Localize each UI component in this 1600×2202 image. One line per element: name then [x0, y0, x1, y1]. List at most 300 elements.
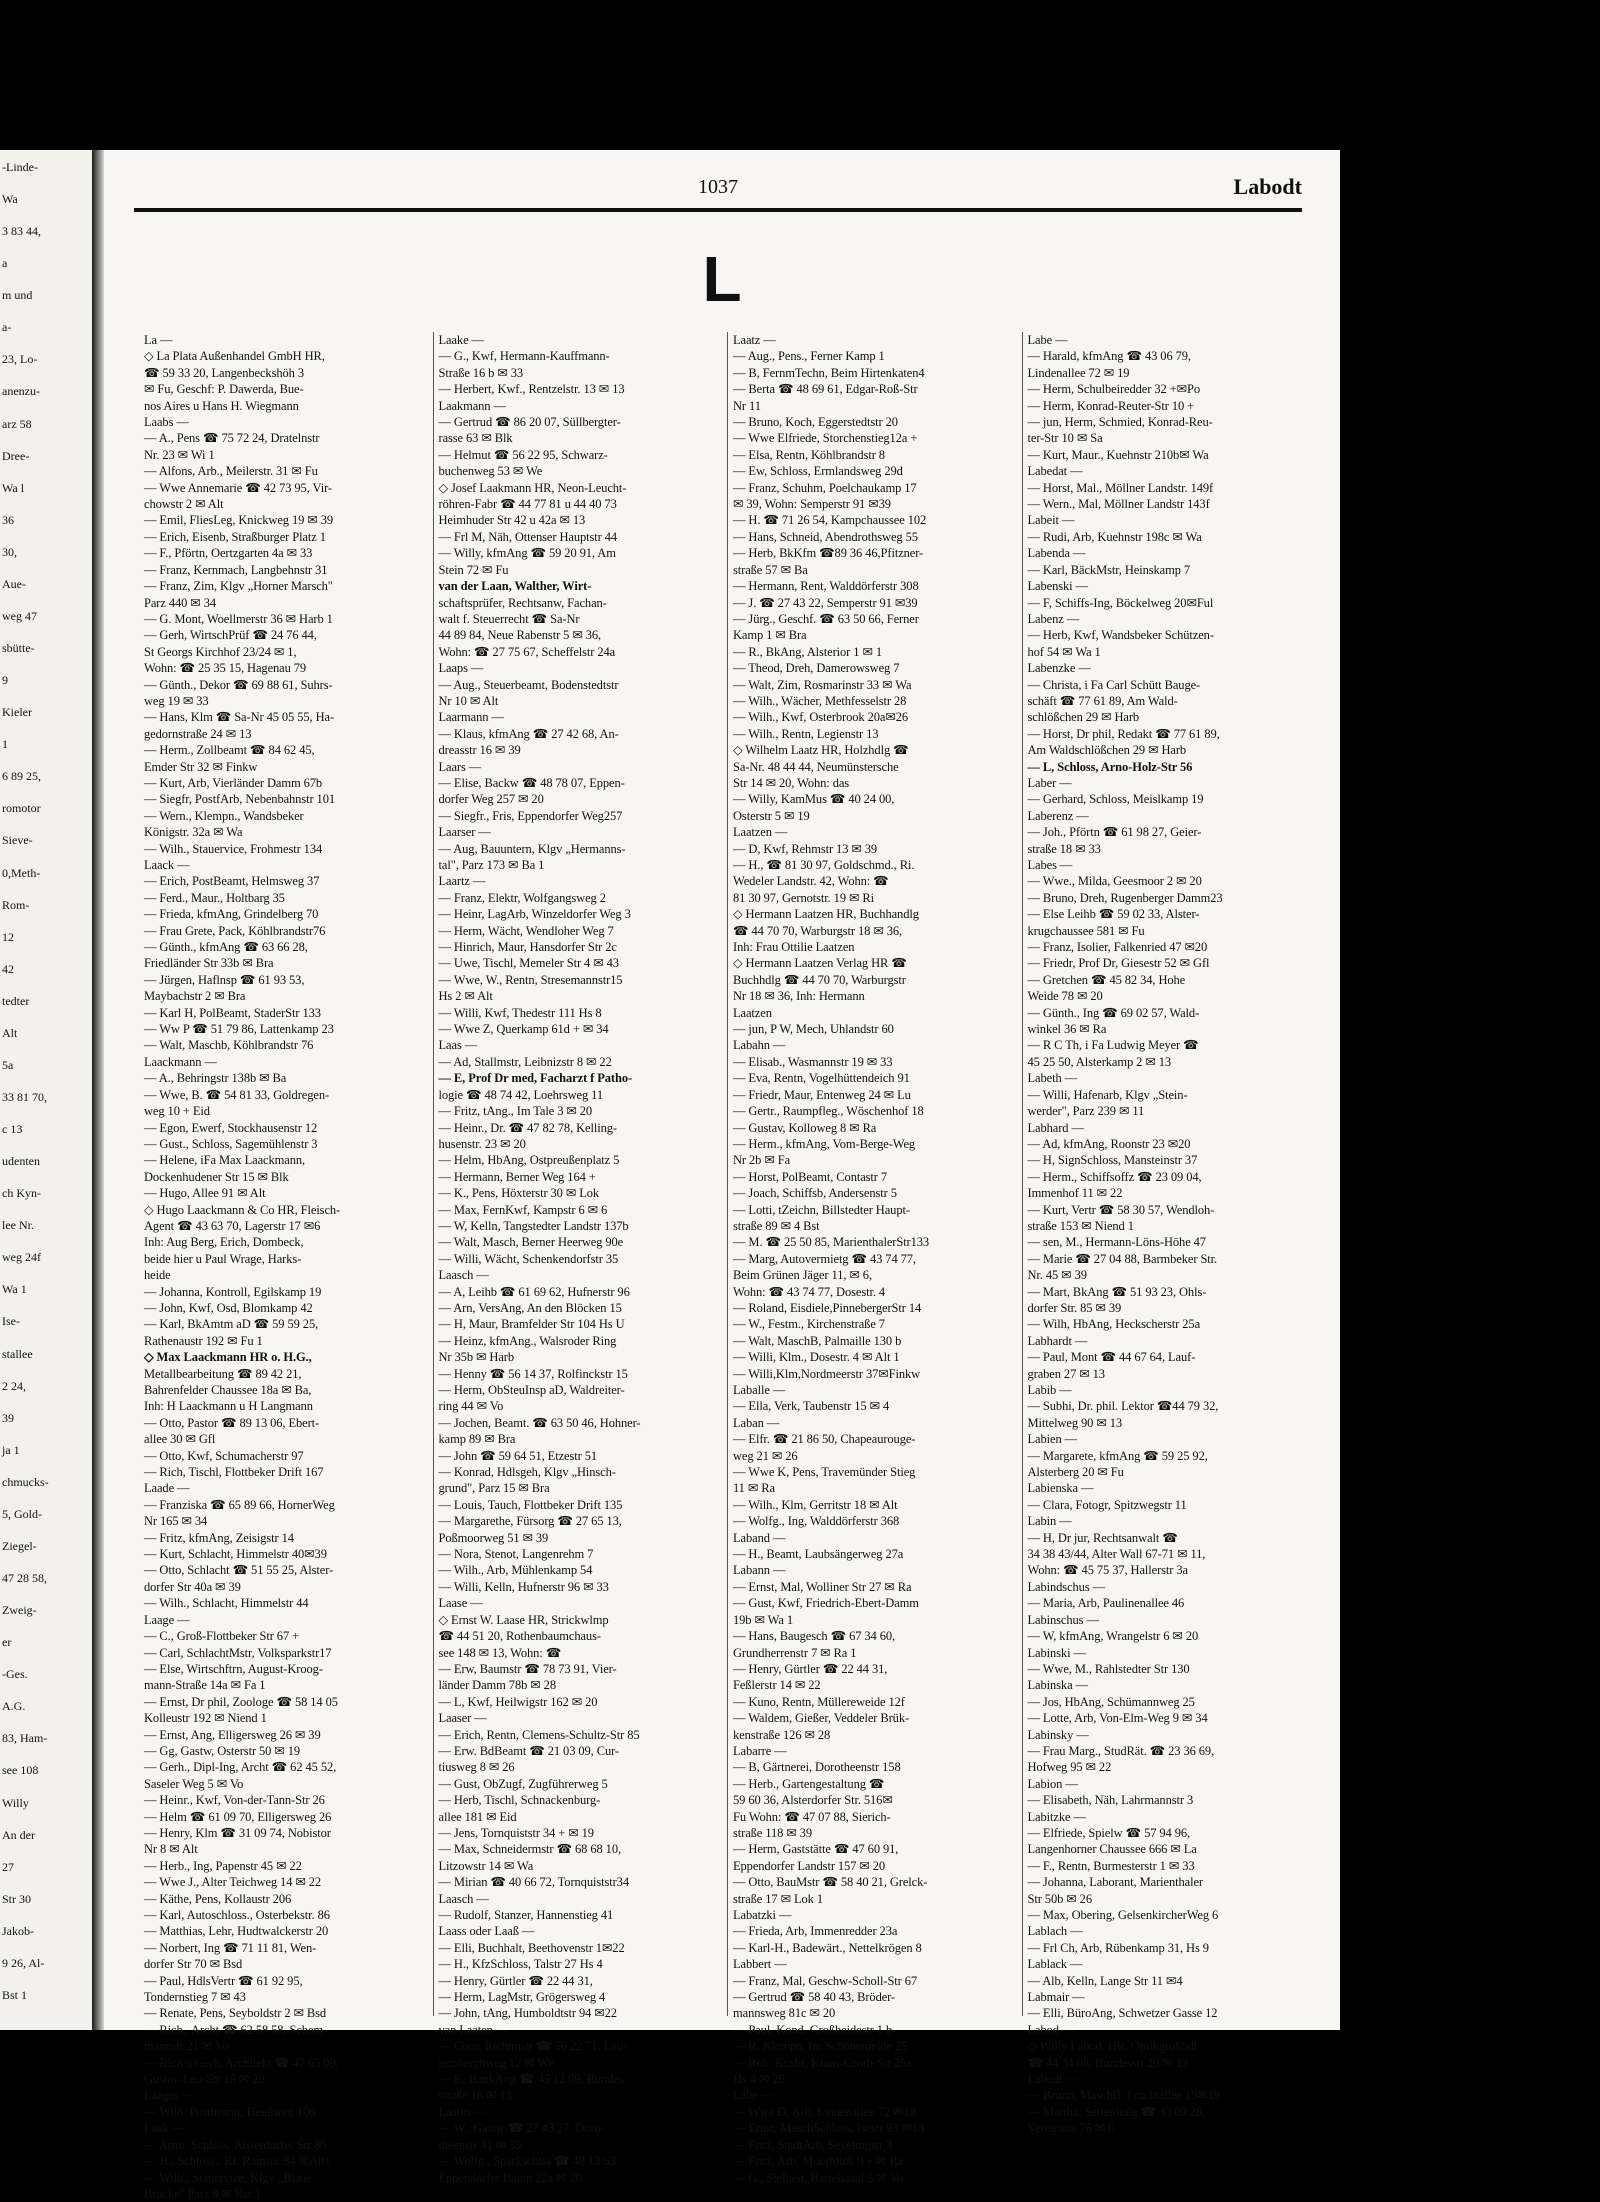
directory-entry: straße 153 ✉ Niend 1	[1027, 1218, 1134, 1233]
directory-entry: Labinschus —	[1027, 1612, 1099, 1627]
directory-entry: Str 14 ✉ 20, Wohn: das	[733, 775, 850, 790]
directory-entry: weg 21 ✉ 26	[733, 1448, 798, 1463]
directory-entry: — Uwe, Tischl, Memeler Str 4 ✉ 43	[438, 956, 619, 971]
directory-entry: Wohn: ☎ 45 75 37, Hallerstr 3a	[1027, 1563, 1188, 1578]
directory-entry: kamp 89 ✉ Bra	[438, 1432, 516, 1447]
left-page-text-fragment: Wa l	[2, 481, 25, 495]
directory-entry: Dockenhudener Str 15 ✉ Blk	[144, 1169, 289, 1184]
directory-entry: — Frau Marg., StudRät. ☎ 23 36 69,	[1027, 1743, 1215, 1758]
directory-entry: remberghweg 12 ✉ We	[438, 2055, 554, 2070]
directory-entry: — Henry, Gürtler ☎ 22 44 31,	[438, 1973, 593, 1988]
directory-entry: — A., Pens ☎ 75 72 24, Dratelnstr	[144, 431, 320, 446]
directory-entry: — Karl, Autoschloss., Osterbekstr. 86	[144, 1908, 330, 1922]
directory-entry: Beim Grünen Jäger 11, ✉ 6,	[733, 1268, 872, 1283]
left-page-text-fragment: Alt	[2, 1026, 18, 1040]
left-page-text-fragment: m und	[2, 288, 33, 302]
left-page-text-fragment: ja 1	[2, 1443, 20, 1457]
directory-entry: Laarmann —	[438, 710, 504, 725]
left-page-text-fragment: -Linde-	[2, 160, 38, 174]
directory-entry: — Herm., kfmAng, Vom-Berge-Weg	[733, 1136, 916, 1151]
directory-entry: — Franz, Kernmach, Langbehnstr 31	[144, 562, 328, 577]
directory-entry: Labinski —	[1027, 1645, 1086, 1660]
left-page-text-fragment: 27	[2, 1860, 14, 1874]
directory-entry: — Wwe K, Pens, Travemünder Stieg	[733, 1465, 916, 1480]
left-page-text-fragment: Bst 1	[2, 1988, 28, 2002]
directory-entry: — Herb., Ing, Papenstr 45 ✉ 22	[144, 1858, 302, 1873]
directory-entry: buchenweg 53 ✉ We	[438, 464, 543, 479]
section-letter: L	[702, 243, 742, 315]
directory-entry: — Max, Obering, GelsenkircherWeg 6	[1027, 1908, 1219, 1922]
directory-entry: straße 89 ✉ 4 Bst	[733, 1218, 820, 1233]
directory-entry: — H, Dr jur, Rechtsanwalt ☎	[1027, 1530, 1178, 1545]
directory-entry: dorfer Weg 257 ✉ 20	[438, 792, 544, 807]
directory-entry: — Kuno, Rentn, Müllereweide 12f	[733, 1694, 905, 1709]
directory-entry: — Günth., kfmAng ☎ 63 66 28,	[144, 940, 308, 955]
directory-entry: — Gertrud ☎ 86 20 07, Süllbergter-	[438, 415, 621, 430]
directory-entry: — Ella, Verk, Taubenstr 15 ✉ 4	[733, 1399, 890, 1414]
directory-entry: Parz 440 ✉ 34	[144, 595, 217, 610]
directory-entry: Hs 2 ✉ Alt	[438, 989, 493, 1004]
directory-entry: — Kurt, Schlacht, Himmelstr 40✉39	[144, 1547, 327, 1562]
directory-entry: Gustav-Leo-Str 15 ✉ 20	[144, 2072, 265, 2087]
directory-entry: Eppendorfer Baum 22a ✉ 20	[438, 2170, 582, 2185]
directory-entry: — Else, Wirtschftrn, August-Kroog-	[144, 1661, 323, 1676]
directory-entry: — Bruno, Koch, Eggerstedtstr 20	[733, 415, 898, 430]
directory-entry: — F., Rentn, Burmesterstr 1 ✉ 33	[1027, 1858, 1195, 1873]
directory-entry: — Gust, Kwf, Friedrich-Ebert-Damm	[733, 1596, 919, 1611]
directory-entry: Labin —	[1027, 1514, 1072, 1529]
left-page-text-fragment: 30,	[2, 545, 17, 559]
directory-entry: — Margarethe, Fürsorg ☎ 27 65 13,	[438, 1514, 622, 1529]
directory-entry: — Heinr., Dr. ☎ 47 82 78, Kelling-	[438, 1120, 617, 1135]
directory-entry: — Horst, Mal., Möllner Landstr. 149f	[1027, 480, 1214, 495]
directory-entry: — Ew, Schloss, Ermlandsweg 29d	[733, 464, 903, 479]
directory-entry: Königstr. 32a ✉ Wa	[144, 825, 243, 840]
directory-entry: — Franz, Elektr, Wolfgangsweg 2	[438, 890, 606, 905]
directory-entry: — Wolfg., Sparkschlss ☎ 48 13 63	[438, 2154, 616, 2169]
directory-entry: grund", Parz 15 ✉ Bra	[438, 1481, 550, 1496]
directory-entry: — Wilh. Postbeamt, Heußweg 106	[144, 2104, 316, 2119]
directory-entry: — Helene, iFa Max Laackmann,	[144, 1153, 306, 1168]
directory-entry: — Herm, Gaststätte ☎ 47 60 91,	[733, 1842, 899, 1857]
directory-entry: — Klaus, kfmAng ☎ 27 42 68, An-	[438, 726, 619, 741]
left-page-text-fragment: stallee	[2, 1347, 33, 1361]
left-page-text-fragment: see 108	[2, 1763, 39, 1777]
directory-entry: — Walt, MaschB, Palmaille 130 b	[733, 1333, 902, 1348]
directory-entry: — Günth., Ing ☎ 69 02 57, Wald-	[1027, 1005, 1200, 1020]
directory-entry: — Frl M, Näh, Ottenser Hauptstr 44	[438, 529, 618, 544]
directory-entry: Heimhuder Str 42 u 42a ✉ 13	[438, 513, 586, 528]
directory-entry: hof 54 ✉ Wa 1	[1027, 644, 1101, 659]
directory-entry: Friedländer Str 33b ✉ Bra	[144, 956, 274, 971]
directory-entry: — Christa, i Fa Carl Schütt Bauge-	[1027, 677, 1201, 692]
directory-entry: — Joach, Schiffsb, Andersenstr 5	[733, 1186, 897, 1201]
directory-entry: — Herb, Kwf, Wandsbeker Schützen-	[1027, 628, 1214, 643]
left-page-text-fragment: 12	[2, 930, 14, 944]
directory-entry: — Otto, Pastor ☎ 89 13 06, Ebert-	[144, 1415, 320, 1430]
directory-entry: Hofweg 95 ✉ 22	[1027, 1760, 1112, 1775]
left-page-text-fragment: Dree-	[2, 449, 30, 463]
directory-entry: Buchhdlg ☎ 44 70 70, Warburgstr	[733, 972, 906, 987]
directory-columns	[144, 332, 1310, 2201]
directory-entry: Laatzen	[733, 1005, 772, 1020]
directory-entry: Maybachstr 2 ✉ Bra	[144, 989, 246, 1004]
directory-entry: — Wwe, W., Rentn, Stresemannstr15	[438, 972, 623, 987]
directory-entry: — Ernst, Ang, Elligersweg 26 ✉ 39	[144, 1727, 321, 1742]
directory-entry: 44 89 84, Neue Rabenstr 5 ✉ 36,	[438, 628, 602, 643]
directory-entry: — R, Klempn, Im Schönenfelde 25	[733, 2039, 908, 2054]
directory-entry: ✉ Fu, Geschf: P. Dawerda, Bue-	[144, 382, 304, 397]
directory-entry: Am Waldschlößchen 29 ✉ Harb	[1027, 743, 1187, 758]
directory-entry: Rathenaustr 192 ✉ Fu 1	[144, 1333, 263, 1348]
directory-entry: — F., BankAng ☎ 45 12 09, Bundes-	[438, 2072, 628, 2087]
directory-entry: — Willi, Kwf, Thedestr 111 Hs 8	[438, 1005, 602, 1020]
directory-entry: Agent ☎ 43 63 70, Lagerstr 17 ✉6	[144, 1218, 321, 1233]
left-page-text-fragment: romotor	[2, 801, 41, 815]
directory-entry: — Artur, Schloss, Alsterdorfer Str 80	[144, 2137, 327, 2152]
directory-entry: Nr 165 ✉ 34	[144, 1514, 208, 1529]
left-page-text-fragment: 9	[2, 673, 8, 687]
directory-entry: schaftsprüfer, Rechtsanw, Fachan-	[438, 595, 607, 610]
directory-entry: — Herm, LagMstr, Grögersweg 4	[438, 1990, 606, 2005]
left-page-text-fragment: a-	[2, 320, 12, 334]
directory-entry: — H., Beamt, Laubsängerweg 27a	[733, 1547, 904, 1562]
directory-entry: Metallbearbeitung ☎ 89 42 21,	[144, 1366, 302, 1381]
directory-entry: — F, Schiffs-Ing, Böckelweg 20✉Ful	[1027, 595, 1214, 610]
directory-entry: — H, SignSchloss, Mansteinstr 37	[1027, 1153, 1198, 1168]
directory-entry: Sa-Nr. 48 44 44, Neumünstersche	[733, 759, 899, 774]
directory-column-4	[1022, 332, 1311, 2136]
directory-entry: — Bruno, Dreh, Rugenberger Damm23	[1027, 890, 1223, 905]
directory-entry: Wedeler Landstr. 42, Wohn: ☎	[733, 874, 889, 889]
directory-entry: — A., Behringstr 138b ✉ Ba	[144, 1071, 287, 1086]
left-page-text-fragment: weg 47	[2, 609, 37, 623]
directory-entry: — Jürg., Geschf. ☎ 63 50 66, Ferner	[733, 611, 919, 626]
directory-column-3	[727, 332, 1016, 2185]
directory-entry: — Herb, Tischl, Schnackenburg-	[438, 1793, 601, 1808]
directory-entry: — J. ☎ 27 43 22, Semperstr 91 ✉39	[733, 595, 918, 610]
directory-entry: 45 25 50, Alsterkamp 2 ✉ 13	[1027, 1054, 1172, 1069]
directory-entry: Labatzki —	[733, 1908, 792, 1922]
directory-entry: Kamp 1 ✉ Bra	[733, 628, 807, 643]
directory-entry: — Karl, BäckMstr, Heinskamp 7	[1027, 562, 1191, 577]
left-page-text-fragment: er	[2, 1635, 12, 1649]
directory-entry: — Hermann, Rent, Walddörferstr 308	[733, 579, 919, 594]
left-page-text-fragment: 83, Ham-	[2, 1731, 48, 1745]
directory-entry: Laars —	[438, 759, 482, 774]
directory-entry: — Johanna, Laborant, Marienthaler	[1027, 1875, 1203, 1890]
directory-entry: Eppendorfer Landstr 157 ✉ 20	[733, 1858, 886, 1873]
left-page-text-fragment: sbütte-	[2, 641, 35, 655]
directory-entry: — Bruno, MaschB, Fruchtallee 19✉19	[1027, 2088, 1220, 2103]
directory-entry: — W., Festm., Kirchenstraße 7	[733, 1317, 885, 1332]
directory-entry: 19b ✉ Wa 1	[733, 1612, 793, 1627]
directory-entry: — Louis, Tauch, Flottbeker Drift 135	[438, 1497, 623, 1512]
directory-entry: — Franz, Zim, Klgv „Horner Marsch"	[144, 579, 333, 594]
directory-entry: chowstr 2 ✉ Alt	[144, 497, 224, 512]
directory-entry: schäft ☎ 77 61 89, Am Wald-	[1027, 693, 1178, 708]
directory-entry: — Frieda, Arb, Immenredder 23a	[733, 1924, 898, 1939]
directory-entry: — Wwe J., Alter Teichweg 14 ✉ 22	[144, 1875, 322, 1890]
directory-entry: — Gertrud ☎ 58 40 43, Bröder-	[733, 1990, 896, 2005]
directory-entry: — Frl Ch, Arb, Rübenkamp 31, Hs 9	[1027, 1940, 1209, 1955]
directory-entry: — Horst, PolBeamt, Contastr 7	[733, 1169, 888, 1184]
directory-entry: Labodt —	[1027, 2072, 1078, 2087]
directory-entry: — Kurt, Arb, Vierländer Damm 67b	[144, 775, 323, 790]
left-page-text-fragment: tedter	[2, 994, 30, 1008]
directory-entry: Labenzke —	[1027, 661, 1091, 676]
directory-entry: Grundherrenstr 7 ✉ Ra 1	[733, 1645, 857, 1660]
directory-entry: — H., Schloss., Kl. Rainstr. 34 ✉Alt1	[144, 2154, 331, 2169]
directory-entry: Nr. 23 ✉ Wi 1	[144, 447, 215, 462]
directory-entry: Laase —	[438, 1596, 483, 1611]
left-page-text-fragment: weg 24f	[2, 1250, 41, 1264]
directory-entry: graben 27 ✉ 13	[1027, 1366, 1105, 1381]
directory-entry: — Kurt, Maur., Kuehnstr 210b✉ Wa	[1027, 447, 1209, 462]
directory-entry: ☎ 59 33 20, Langenbeckshöh 3	[144, 365, 304, 380]
left-page-text-fragment: 42	[2, 962, 14, 976]
directory-entry: Laackmann —	[144, 1054, 217, 1069]
directory-entry: — Hugo, Allee 91 ✉ Alt	[144, 1186, 266, 1201]
directory-entry: — M. ☎ 25 50 85, MarienthalerStr133	[733, 1235, 930, 1250]
directory-entry: 34 38 43/44, Alter Wall 67-71 ✉ 11,	[1027, 1547, 1206, 1562]
directory-entry: — Willi, Klm., Dosestr. 4 ✉ Alt 1	[733, 1350, 900, 1365]
left-page-text-fragment: ch Kyn-	[2, 1186, 41, 1200]
directory-entry: — Rob, Kraftf, Klaus-Groth-Str 25a	[733, 2055, 912, 2070]
left-page-text-fragment: 2 24,	[2, 1379, 26, 1393]
directory-entry: allee 30 ✉ Gfl	[144, 1432, 216, 1447]
directory-entry: — Carl, SchlachtMstr, Volksparkstr17	[144, 1645, 332, 1660]
directory-entry: Litzowstr 14 ✉ Wa	[438, 1858, 534, 1873]
directory-entry: — Arn, VersAng, An den Blöcken 15	[438, 1300, 622, 1315]
directory-entry: Labeth —	[1027, 1071, 1078, 1086]
book-gutter	[92, 150, 104, 2030]
directory-entry: ☎ 44 70 70, Warburgstr 18 ✉ 36,	[733, 923, 903, 938]
left-page-text-fragment: -Ges.	[2, 1667, 28, 1681]
directory-entry: — Roland, Eisdiele,PinnebergerStr 14	[733, 1300, 922, 1315]
directory-entry: ring 44 ✉ Vo	[438, 1399, 504, 1414]
left-page-text-fragment: Kieler	[2, 705, 32, 719]
directory-entry: mannsweg 81c ✉ 20	[733, 2006, 836, 2021]
directory-entry: — Helm, HbAng, Ostpreußenplatz 5	[438, 1153, 620, 1168]
directory-entry: — Erw, Baumstr ☎ 78 73 91, Vier-	[438, 1661, 617, 1676]
left-page-fragment	[0, 150, 94, 2030]
directory-entry: Laaths —	[438, 2104, 487, 2119]
directory-entry: Labenda —	[1027, 546, 1086, 561]
directory-entry: — Norbert, Ing ☎ 71 11 81, Wen-	[144, 1940, 317, 1955]
directory-entry: Laack —	[144, 858, 190, 872]
directory-entry: — Rich u Gerh, Architekt ☎ 47 65 09,	[144, 2055, 339, 2070]
directory-entry: Labien —	[1027, 1432, 1078, 1447]
left-page-text-fragment: 5, Gold-	[2, 1507, 42, 1521]
directory-entry: — Friedr, Prof Dr, Giesestr 52 ✉ Gfl	[1027, 956, 1210, 971]
directory-entry: — G. Mont, Woellmerstr 36 ✉ Harb 1	[144, 611, 333, 626]
directory-entry: — Karl H, PolBeamt, StaderStr 133	[144, 1005, 321, 1020]
directory-entry: — Wolfg., Ing, Walddörferstr 368	[733, 1514, 900, 1529]
directory-entry: — Käthe, Pens, Kollaustr 206	[144, 1891, 292, 1906]
directory-entry: Laber —	[1027, 775, 1072, 790]
directory-entry: Feßlerstr 14 ✉ 22	[733, 1678, 821, 1693]
directory-entry: — Subhi, Dr. phil. Lektor ☎44 79 32,	[1027, 1399, 1219, 1414]
directory-entry: Nr 10 ✉ Alt	[438, 693, 499, 708]
directory-entry: — Gustav, Kolloweg 8 ✉ Ra	[733, 1120, 877, 1135]
directory-entry: — Ernst, Dr phil, Zoologe ☎ 58 14 05	[144, 1694, 338, 1709]
directory-entry: — Franz, Mal, Geschw-Scholl-Str 67	[733, 1973, 918, 1988]
directory-entry: — Jos, HbAng, Schümannweg 25	[1027, 1694, 1195, 1709]
left-page-text-fragment: chmucks-	[2, 1475, 49, 1489]
directory-entry: Lablack —	[1027, 1957, 1083, 1972]
directory-entry: — Rich., Archt ☎ 62 58 58, Schem-	[144, 2022, 328, 2037]
directory-entry: Laak —	[144, 2121, 185, 2136]
directory-entry: — Gg, Gastw, Osterstr 50 ✉ 19	[144, 1743, 301, 1758]
directory-entry: — Wern., Klempn., Wandsbeker	[144, 808, 304, 823]
directory-entry: — Jochen, Beamt. ☎ 63 50 46, Hohner-	[438, 1415, 641, 1430]
directory-entry: ◇ Josef Laakmann HR, Neon-Leucht-	[438, 480, 627, 495]
directory-entry: — Gretchen ☎ 45 82 34, Hohe	[1027, 972, 1186, 987]
directory-entry: — Marie ☎ 27 04 88, Barmbeker Str.	[1027, 1251, 1218, 1266]
left-page-text-fragment: 23, Lo-	[2, 352, 38, 366]
directory-entry: — Aug, Bauuntern, Klgv „Hermanns-	[438, 841, 626, 856]
left-page-text-fragment: anenzu-	[2, 384, 40, 398]
directory-entry: Laatzen —	[733, 825, 788, 840]
directory-entry: — Alb, Kelln, Lange Str 11 ✉4	[1027, 1973, 1183, 1988]
directory-entry: ✉ 39, Wohn: Semperstr 91 ✉39	[733, 497, 891, 512]
directory-entry: — jun, Herm, Schmied, Konrad-Reu-	[1027, 415, 1213, 430]
directory-entry: — Egon, Ewerf, Stockhausenstr 12	[144, 1120, 318, 1135]
left-page-text-fragment: Ise-	[2, 1314, 20, 1328]
directory-entry: Laasch —	[438, 1268, 489, 1283]
directory-entry: dorfer Str 70 ✉ Bsd	[144, 1957, 243, 1972]
header-rule	[134, 208, 1302, 212]
directory-entry: — Emil, FliesLeg, Knickweg 19 ✉ 39	[144, 513, 333, 528]
directory-entry: — Herm., Zollbeamt ☎ 84 62 45,	[144, 743, 315, 758]
directory-entry: — L, Schloss, Arno-Holz-Str 56	[1027, 759, 1193, 774]
directory-entry: Labenz —	[1027, 611, 1080, 626]
directory-entry: Laage —	[144, 1612, 190, 1627]
directory-entry: — Harald, kfmAng ☎ 43 06 79,	[1027, 349, 1191, 364]
directory-entry: St Georgs Kirchhof 23/24 ✉ 1,	[144, 644, 297, 659]
directory-entry: 81 30 97, Gernotstr. 19 ✉ Ri	[733, 890, 875, 905]
directory-entry: walt f. Steuerrecht ☎ Sa-Nr	[438, 611, 580, 626]
directory-entry: rasse 63 ✉ Blk	[438, 431, 513, 446]
directory-entry: nos Aires u Hans H. Wiegmann	[144, 398, 299, 413]
directory-entry: — Paul, Mont ☎ 44 67 64, Lauf-	[1027, 1350, 1196, 1365]
directory-entry: gedornstraße 24 ✉ 13	[144, 726, 252, 741]
directory-entry: Wohn: ☎ 27 75 67, Scheffelstr 24a	[438, 644, 616, 659]
running-head: Labodt	[1233, 174, 1302, 199]
directory-entry: — sen, M., Hermann-Löns-Höhe 47	[1027, 1235, 1206, 1250]
directory-entry: Vereinsstr 76 ✉ 6	[1027, 2121, 1115, 2136]
directory-column-1	[144, 332, 427, 2201]
directory-entry: Lablach —	[1027, 1924, 1083, 1939]
directory-entry: — Heinr., Kwf, Von-der-Tann-Str 26	[144, 1793, 325, 1808]
left-page-text-fragment: Rom-	[2, 898, 30, 912]
directory-entry: Wohn: ☎ 25 35 15, Hagenau 79	[144, 661, 307, 676]
directory-entry: ◇ Wilhelm Laatz HR, Holzhdlg ☎	[733, 743, 909, 758]
directory-entry: — Elise, Backw ☎ 48 78 07, Eppen-	[438, 775, 625, 790]
directory-entry: Str 50b ✉ 26	[1027, 1891, 1092, 1906]
directory-entry: — Elisabeth, Näh, Lahrmannstr 3	[1027, 1793, 1194, 1808]
directory-entry: — R C Th, i Fa Ludwig Meyer ☎	[1027, 1038, 1199, 1053]
directory-entry: — F., Pförtn, Oertzgarten 4a ✉ 33	[144, 546, 313, 561]
directory-entry: — H., ☎ 81 30 97, Goldschmd., Ri.	[733, 858, 915, 872]
directory-entry: Labenski —	[1027, 579, 1088, 594]
left-page-text-fragment: Sieve-	[2, 833, 33, 847]
directory-entry: heide	[144, 1268, 171, 1283]
directory-entry: — Herm, ObSteuInsp aD, Waldreiter-	[438, 1383, 625, 1397]
directory-entry: Weide 78 ✉ 20	[1027, 989, 1103, 1004]
directory-entry: — Joh., Pförtn ☎ 61 98 27, Geier-	[1027, 825, 1202, 840]
directory-entry: — Paul, HdlsVertr ☎ 61 92 95,	[144, 1973, 303, 1988]
directory-entry: 11 ✉ Ra	[733, 1481, 775, 1496]
directory-entry: — Elli, Buchhalt, Beethovenstr 1✉22	[438, 1940, 625, 1955]
directory-entry: — E, Prof Dr med, Facharzt f Patho-	[438, 1071, 633, 1086]
directory-entry: — K., Pens, Höxterstr 30 ✉ Lok	[438, 1186, 600, 1201]
directory-entry: dreasstr 16 ✉ 39	[438, 743, 521, 758]
directory-entry: Labedat —	[1027, 464, 1083, 479]
directory-entry: — Willy, KamMus ☎ 40 24 00,	[733, 792, 895, 807]
directory-entry: Labinsky —	[1027, 1727, 1089, 1742]
directory-entry: Labod —	[1027, 2022, 1075, 2037]
directory-entry: — Wilh., Wächer, Methfesselstr 28	[733, 693, 907, 708]
left-page-text-fragment: A.G.	[2, 1699, 26, 1713]
directory-entry: — Wilh., Kwf, Osterbrook 20a✉26	[733, 710, 909, 725]
directory-entry: weg 10 + Eid	[144, 1104, 210, 1119]
directory-column-2	[433, 332, 722, 2185]
directory-entry: — Herbert, Kwf., Rentzelstr. 13 ✉ 13	[438, 382, 625, 397]
directory-entry: — Rudi, Arb, Kuehnstr 198c ✉ Wa	[1027, 529, 1202, 544]
directory-entry: Labib —	[1027, 1383, 1072, 1397]
directory-entry: — R., BkAng, Alsterior 1 ✉ 1	[733, 644, 882, 659]
left-page-text-fragment: 9 26, Al-	[2, 1956, 45, 1970]
directory-entry: — Walt, Masch, Berner Heerweg 90e	[438, 1235, 624, 1250]
directory-entry: ☎ 44 51 20, Rothenbaumchaus-	[438, 1629, 601, 1644]
directory-entry: — Franz, Schuhm, Poelchaukamp 17	[733, 480, 917, 495]
directory-entry: Laade —	[144, 1481, 190, 1496]
left-page-text-fragment: 1	[2, 737, 8, 751]
directory-entry: — Gerh, WirtschPrüf ☎ 24 76 44,	[144, 628, 317, 643]
directory-entry: Labbert —	[733, 1957, 787, 1972]
directory-entry: — Gerhard, Schloss, Meislkamp 19	[1027, 792, 1204, 807]
directory-entry: Labe —	[1027, 333, 1068, 347]
directory-entry: werder", Parz 239 ✉ 11	[1027, 1104, 1145, 1119]
directory-entry: straße 57 ✉ Ba	[733, 562, 808, 577]
directory-entry: — John, Kwf, Osd, Blomkamp 42	[144, 1300, 313, 1315]
directory-entry: — Fritz, StadtArb, Sevelingstr 3	[733, 2137, 893, 2152]
directory-entry: Emder Str 32 ✉ Finkw	[144, 759, 258, 774]
directory-entry: mannstr 21 ✉ Vo	[144, 2039, 229, 2054]
directory-entry: — H, Maur, Bramfelder Str 104 Hs U	[438, 1317, 625, 1332]
directory-entry: — Clara, Fotogr, Spitzwegstr 11	[1027, 1497, 1187, 1512]
directory-entry: kenstraße 126 ✉ 28	[733, 1727, 831, 1742]
directory-entry: — Alfons, Arb., Meilerstr. 31 ✉ Fu	[144, 464, 318, 479]
directory-entry: — Marg, Autovermietg ☎ 43 74 77,	[733, 1251, 916, 1266]
directory-entry: Wohn: ☎ 43 74 77, Dosestr. 4	[733, 1284, 886, 1299]
left-page-text-fragment: 0,Meth-	[2, 866, 41, 880]
left-page-text-fragment: arz 58	[2, 417, 32, 431]
directory-entry: mann-Straße 14a ✉ Fa 1	[144, 1678, 266, 1693]
directory-entry: länder Damm 78b ✉ 28	[438, 1678, 556, 1693]
left-page-text-fragment: Str 30	[2, 1892, 32, 1906]
directory-entry: — Horst, Dr phil, Redakt ☎ 77 61 89,	[1027, 726, 1220, 741]
directory-entry: — Hinrich, Maur, Hansdorfer Str 2c	[438, 940, 617, 955]
directory-entry: — G., Kwf, Hermann-Kauffmann-	[438, 349, 610, 364]
directory-entry: — Wwe Annemarie ☎ 42 73 95, Vir-	[144, 480, 332, 495]
directory-entry: — John ☎ 59 64 51, Etzestr 51	[438, 1448, 597, 1463]
directory-entry: — Otto, Schlacht ☎ 51 55 25, Alster-	[144, 1563, 334, 1578]
directory-entry: straße 18 ✉ 33	[1027, 841, 1101, 856]
directory-entry: — Wilh., Stauervice, Frohmestr 134	[144, 841, 323, 856]
